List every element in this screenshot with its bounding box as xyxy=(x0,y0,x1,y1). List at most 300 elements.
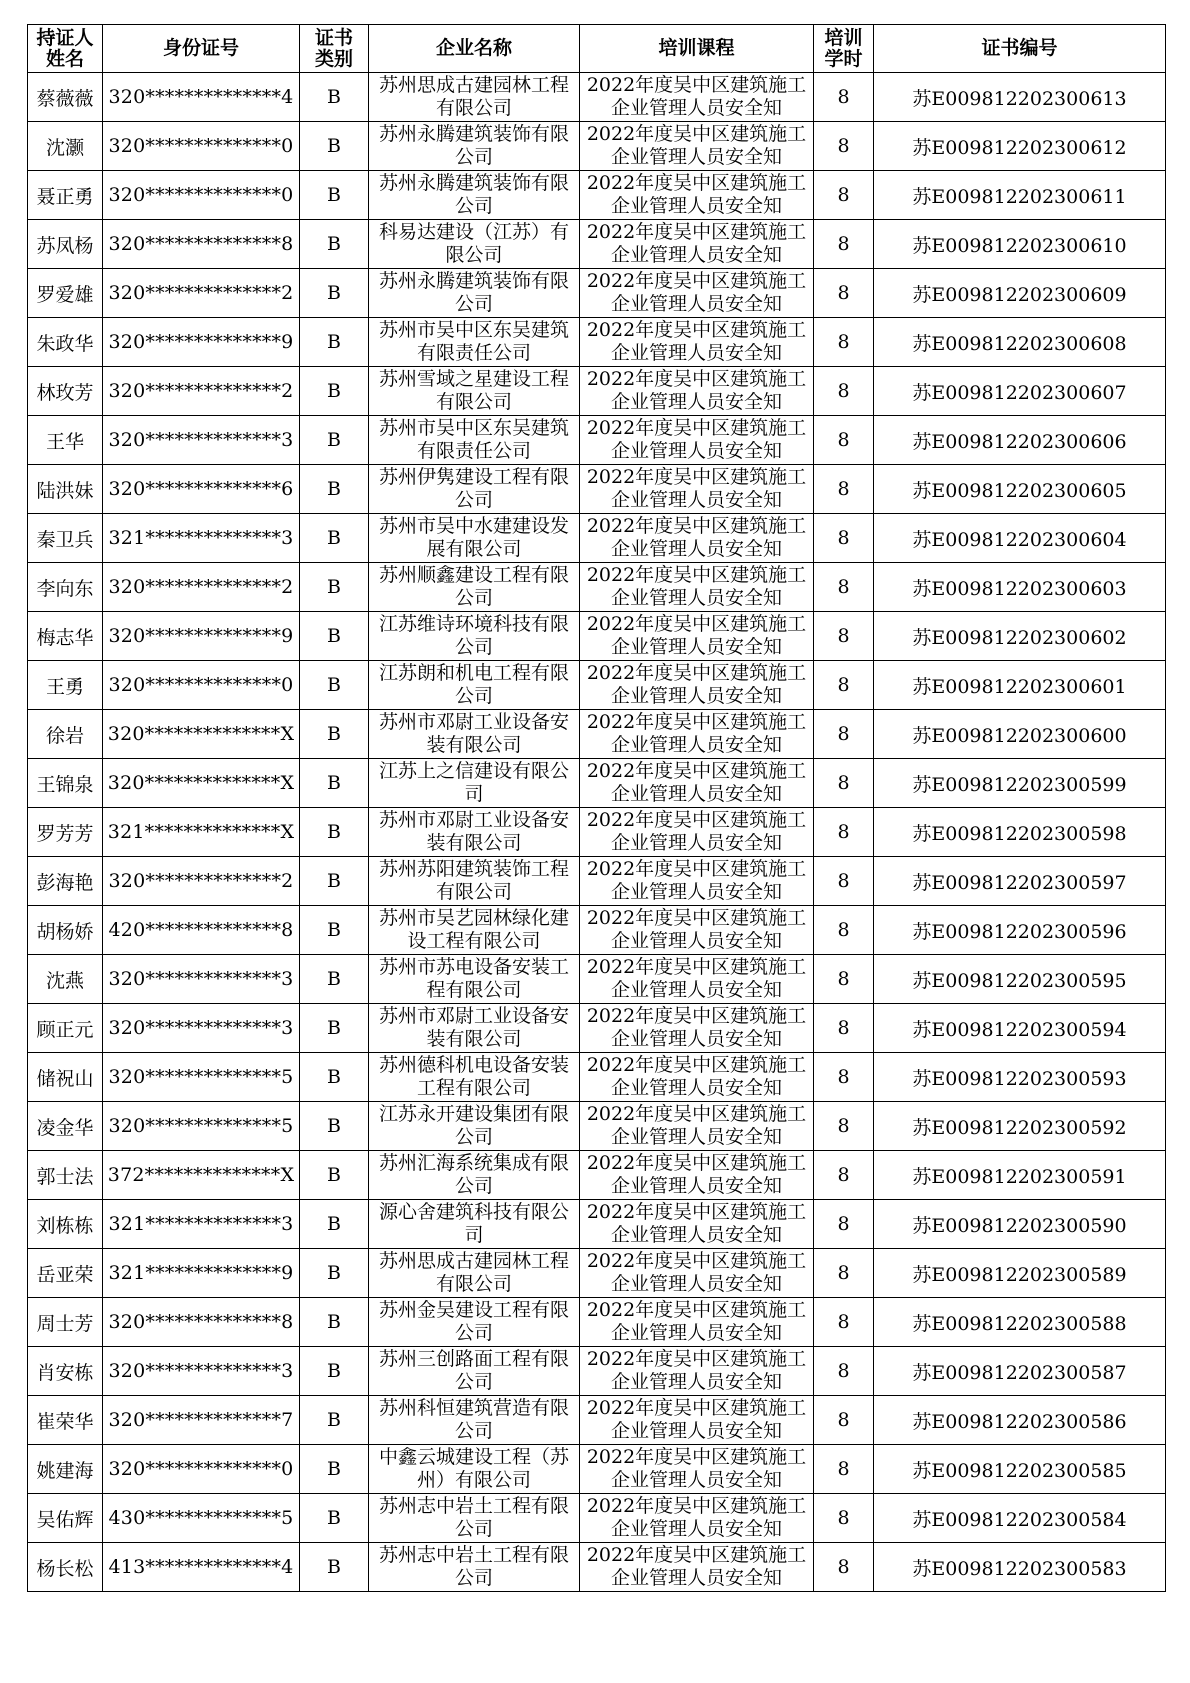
cell-training-hours: 8 xyxy=(814,955,874,1004)
cell-id-number: 321**************3 xyxy=(103,1200,300,1249)
header-holder-name: 持证人 姓名 xyxy=(28,25,103,73)
cell-training-course xyxy=(580,367,814,416)
cell-holder-name: 王锦泉 xyxy=(28,759,103,808)
cell-cert-number: 苏E009812202300601 xyxy=(874,661,1166,710)
cell-id-number: 320**************8 xyxy=(103,220,300,269)
cell-company-name-text: 苏州伊隽建设工程有限公司 xyxy=(378,466,569,511)
cell-holder-name: 梅志华 xyxy=(28,612,103,661)
cell-company-name xyxy=(369,318,580,367)
cell-company-name xyxy=(369,1396,580,1445)
table-row xyxy=(28,955,1166,1004)
cell-training-hours: 8 xyxy=(814,1249,874,1298)
cell-training-hours: 8 xyxy=(814,318,874,367)
cell-training-course xyxy=(580,1396,814,1445)
cell-training-course xyxy=(580,612,814,661)
cell-cert-type: B xyxy=(300,955,369,1004)
cell-company-name xyxy=(369,465,580,514)
cell-company-name-text: 江苏永开建设集团有限公司 xyxy=(378,1103,569,1148)
cell-company-name xyxy=(369,1445,580,1494)
cell-company-name xyxy=(369,1249,580,1298)
cell-holder-name: 罗芳芳 xyxy=(28,808,103,857)
cell-training-hours: 8 xyxy=(814,1543,874,1592)
cell-cert-type: B xyxy=(300,1396,369,1445)
cell-cert-type: B xyxy=(300,416,369,465)
cell-training-course-text: 2022年度吴中区建筑施工企业管理人员安全知 xyxy=(586,858,807,903)
cell-company-name-text: 江苏朗和机电工程有限公司 xyxy=(378,662,569,707)
cell-company-name-text: 苏州思成古建园林工程有限公司 xyxy=(378,1250,569,1295)
cell-company-name-text: 苏州三创路面工程有限公司 xyxy=(378,1348,569,1393)
cell-holder-name: 肖安栋 xyxy=(28,1347,103,1396)
table-row xyxy=(28,1396,1166,1445)
cell-training-hours: 8 xyxy=(814,514,874,563)
cell-training-course xyxy=(580,1102,814,1151)
table-row xyxy=(28,122,1166,171)
cell-company-name xyxy=(369,220,580,269)
header-row xyxy=(28,25,1166,73)
cell-cert-number: 苏E009812202300588 xyxy=(874,1298,1166,1347)
table-row xyxy=(28,465,1166,514)
cell-training-course-text: 2022年度吴中区建筑施工企业管理人员安全知 xyxy=(586,1299,807,1344)
cell-holder-name: 周士芳 xyxy=(28,1298,103,1347)
cell-cert-number: 苏E009812202300604 xyxy=(874,514,1166,563)
cell-cert-number: 苏E009812202300587 xyxy=(874,1347,1166,1396)
cell-company-name-text: 苏州市苏电设备安装工程有限公司 xyxy=(378,956,569,1001)
cell-company-name-text: 苏州志中岩土工程有限公司 xyxy=(378,1495,569,1540)
cell-training-course xyxy=(580,1347,814,1396)
table-row xyxy=(28,318,1166,367)
cell-id-number: 320**************9 xyxy=(103,318,300,367)
cell-id-number: 320**************3 xyxy=(103,955,300,1004)
cell-training-course-text: 2022年度吴中区建筑施工企业管理人员安全知 xyxy=(586,760,807,805)
cell-cert-type: B xyxy=(300,220,369,269)
cell-training-hours: 8 xyxy=(814,1347,874,1396)
certificate-table xyxy=(27,24,1166,1592)
cell-company-name xyxy=(369,563,580,612)
cell-company-name-text: 苏州市吴中区东吴建筑有限责任公司 xyxy=(378,417,569,462)
cell-company-name xyxy=(369,710,580,759)
cell-training-hours: 8 xyxy=(814,1102,874,1151)
cell-training-course-text: 2022年度吴中区建筑施工企业管理人员安全知 xyxy=(586,1544,807,1589)
table-row xyxy=(28,1543,1166,1592)
cell-training-hours: 8 xyxy=(814,1151,874,1200)
cell-holder-name: 岳亚荣 xyxy=(28,1249,103,1298)
cell-training-hours: 8 xyxy=(814,1396,874,1445)
cell-cert-type: B xyxy=(300,1151,369,1200)
cell-holder-name: 胡杨娇 xyxy=(28,906,103,955)
cell-training-course xyxy=(580,318,814,367)
cell-training-course xyxy=(580,857,814,906)
table-row xyxy=(28,269,1166,318)
cell-company-name-text: 苏州思成古建园林工程有限公司 xyxy=(378,74,569,119)
table-row xyxy=(28,906,1166,955)
cell-company-name-text: 苏州市吴艺园林绿化建设工程有限公司 xyxy=(378,907,569,952)
cell-training-course-text: 2022年度吴中区建筑施工企业管理人员安全知 xyxy=(586,1250,807,1295)
cell-training-course-text: 2022年度吴中区建筑施工企业管理人员安全知 xyxy=(586,1152,807,1197)
cell-training-course-text: 2022年度吴中区建筑施工企业管理人员安全知 xyxy=(586,956,807,1001)
cell-training-course xyxy=(580,759,814,808)
cell-id-number: 321**************9 xyxy=(103,1249,300,1298)
cell-cert-type: B xyxy=(300,661,369,710)
cell-holder-name: 陆洪妹 xyxy=(28,465,103,514)
cell-cert-number: 苏E009812202300596 xyxy=(874,906,1166,955)
cell-company-name xyxy=(369,73,580,122)
cell-id-number: 321**************3 xyxy=(103,514,300,563)
cell-cert-type: B xyxy=(300,367,369,416)
cell-holder-name: 王华 xyxy=(28,416,103,465)
cell-training-course-text: 2022年度吴中区建筑施工企业管理人员安全知 xyxy=(586,1054,807,1099)
cell-holder-name: 吴佑辉 xyxy=(28,1494,103,1543)
cell-id-number: 320**************8 xyxy=(103,1298,300,1347)
cell-training-course xyxy=(580,1298,814,1347)
table-row xyxy=(28,759,1166,808)
header-id-number: 身份证号 xyxy=(103,25,300,73)
table-row xyxy=(28,1004,1166,1053)
cell-training-course xyxy=(580,808,814,857)
cell-company-name xyxy=(369,661,580,710)
cell-cert-type: B xyxy=(300,465,369,514)
cell-company-name-text: 苏州永腾建筑装饰有限公司 xyxy=(378,123,569,168)
cell-training-course xyxy=(580,1249,814,1298)
cell-training-course-text: 2022年度吴中区建筑施工企业管理人员安全知 xyxy=(586,270,807,315)
cell-holder-name: 彭海艳 xyxy=(28,857,103,906)
cell-training-hours: 8 xyxy=(814,171,874,220)
cell-holder-name: 蔡薇薇 xyxy=(28,73,103,122)
cell-training-course-text: 2022年度吴中区建筑施工企业管理人员安全知 xyxy=(586,466,807,511)
cell-cert-type: B xyxy=(300,710,369,759)
cell-id-number: 320**************7 xyxy=(103,1396,300,1445)
table-body xyxy=(28,73,1166,1592)
cell-company-name xyxy=(369,269,580,318)
table-row xyxy=(28,514,1166,563)
cell-training-course-text: 2022年度吴中区建筑施工企业管理人员安全知 xyxy=(586,907,807,952)
cell-cert-type: B xyxy=(300,1200,369,1249)
cell-training-hours: 8 xyxy=(814,465,874,514)
cell-company-name xyxy=(369,808,580,857)
cell-training-course-text: 2022年度吴中区建筑施工企业管理人员安全知 xyxy=(586,1005,807,1050)
header-cert-number: 证书编号 xyxy=(874,25,1166,73)
cell-holder-name: 凌金华 xyxy=(28,1102,103,1151)
cell-cert-number: 苏E009812202300609 xyxy=(874,269,1166,318)
cell-holder-name: 储祝山 xyxy=(28,1053,103,1102)
cell-cert-type: B xyxy=(300,1298,369,1347)
cell-id-number: 320**************X xyxy=(103,710,300,759)
cell-cert-type: B xyxy=(300,808,369,857)
cell-training-course xyxy=(580,1053,814,1102)
cell-training-hours: 8 xyxy=(814,1053,874,1102)
cell-training-course-text: 2022年度吴中区建筑施工企业管理人员安全知 xyxy=(586,1397,807,1442)
cell-company-name-text: 苏州永腾建筑装饰有限公司 xyxy=(378,270,569,315)
cell-cert-type: B xyxy=(300,1004,369,1053)
cell-training-course xyxy=(580,955,814,1004)
cell-training-hours: 8 xyxy=(814,857,874,906)
cell-cert-number: 苏E009812202300589 xyxy=(874,1249,1166,1298)
cell-training-hours: 8 xyxy=(814,122,874,171)
cell-training-hours: 8 xyxy=(814,808,874,857)
cell-training-course-text: 2022年度吴中区建筑施工企业管理人员安全知 xyxy=(586,1495,807,1540)
cell-cert-type: B xyxy=(300,318,369,367)
cell-cert-type: B xyxy=(300,906,369,955)
cell-id-number: 321**************X xyxy=(103,808,300,857)
cell-id-number: 320**************2 xyxy=(103,269,300,318)
table-row xyxy=(28,563,1166,612)
cell-holder-name: 姚建海 xyxy=(28,1445,103,1494)
table-row xyxy=(28,808,1166,857)
cell-cert-number: 苏E009812202300597 xyxy=(874,857,1166,906)
table-row xyxy=(28,416,1166,465)
cell-holder-name: 沈灏 xyxy=(28,122,103,171)
cell-training-course-text: 2022年度吴中区建筑施工企业管理人员安全知 xyxy=(586,662,807,707)
cell-training-hours: 8 xyxy=(814,269,874,318)
cell-training-course xyxy=(580,122,814,171)
cell-training-hours: 8 xyxy=(814,1200,874,1249)
cell-company-name xyxy=(369,1543,580,1592)
cell-cert-type: B xyxy=(300,1543,369,1592)
cell-company-name xyxy=(369,367,580,416)
cell-cert-number: 苏E009812202300593 xyxy=(874,1053,1166,1102)
table-row xyxy=(28,612,1166,661)
cell-company-name xyxy=(369,1298,580,1347)
cell-cert-type: B xyxy=(300,759,369,808)
cell-cert-type: B xyxy=(300,1445,369,1494)
cell-cert-number: 苏E009812202300612 xyxy=(874,122,1166,171)
cell-training-hours: 8 xyxy=(814,710,874,759)
cell-id-number: 320**************0 xyxy=(103,171,300,220)
cell-training-course-text: 2022年度吴中区建筑施工企业管理人员安全知 xyxy=(586,613,807,658)
cell-training-hours: 8 xyxy=(814,220,874,269)
cell-training-course-text: 2022年度吴中区建筑施工企业管理人员安全知 xyxy=(586,319,807,364)
cell-company-name xyxy=(369,122,580,171)
cell-training-course xyxy=(580,73,814,122)
cell-cert-type: B xyxy=(300,857,369,906)
header-training-hours: 培训 学时 xyxy=(814,25,874,73)
table-row xyxy=(28,1249,1166,1298)
cell-cert-number: 苏E009812202300613 xyxy=(874,73,1166,122)
cell-holder-name: 聂正勇 xyxy=(28,171,103,220)
cell-id-number: 320**************0 xyxy=(103,1445,300,1494)
cell-id-number: 320**************3 xyxy=(103,1004,300,1053)
cell-holder-name: 顾正元 xyxy=(28,1004,103,1053)
cell-cert-number: 苏E009812202300586 xyxy=(874,1396,1166,1445)
table-row xyxy=(28,367,1166,416)
cell-training-hours: 8 xyxy=(814,1494,874,1543)
cell-training-course-text: 2022年度吴中区建筑施工企业管理人员安全知 xyxy=(586,1103,807,1148)
cell-holder-name: 秦卫兵 xyxy=(28,514,103,563)
cell-id-number: 320**************3 xyxy=(103,1347,300,1396)
cell-training-hours: 8 xyxy=(814,1445,874,1494)
cell-holder-name: 王勇 xyxy=(28,661,103,710)
cell-company-name xyxy=(369,1053,580,1102)
header-company-name: 企业名称 xyxy=(369,25,580,73)
cell-company-name-text: 苏州市邓尉工业设备安装有限公司 xyxy=(378,711,569,756)
cell-holder-name: 朱政华 xyxy=(28,318,103,367)
table-row xyxy=(28,171,1166,220)
cell-cert-type: B xyxy=(300,1053,369,1102)
cell-cert-type: B xyxy=(300,1102,369,1151)
cell-training-course-text: 2022年度吴中区建筑施工企业管理人员安全知 xyxy=(586,74,807,119)
cell-cert-type: B xyxy=(300,1494,369,1543)
cell-training-course-text: 2022年度吴中区建筑施工企业管理人员安全知 xyxy=(586,1446,807,1491)
cell-cert-type: B xyxy=(300,1347,369,1396)
cell-training-course xyxy=(580,1445,814,1494)
cell-training-hours: 8 xyxy=(814,416,874,465)
cell-training-course xyxy=(580,563,814,612)
cell-cert-number: 苏E009812202300585 xyxy=(874,1445,1166,1494)
cell-company-name-text: 苏州永腾建筑装饰有限公司 xyxy=(378,172,569,217)
cell-company-name xyxy=(369,514,580,563)
cell-id-number: 320**************2 xyxy=(103,367,300,416)
cell-company-name xyxy=(369,1494,580,1543)
table-row xyxy=(28,1053,1166,1102)
cell-id-number: 320**************0 xyxy=(103,661,300,710)
cell-training-course xyxy=(580,1004,814,1053)
table-row xyxy=(28,1151,1166,1200)
cell-cert-type: B xyxy=(300,122,369,171)
table-row xyxy=(28,73,1166,122)
cell-training-course xyxy=(580,1200,814,1249)
cell-company-name xyxy=(369,171,580,220)
header-cert-type: 证书 类别 xyxy=(300,25,369,73)
cell-cert-number: 苏E009812202300603 xyxy=(874,563,1166,612)
cell-training-course xyxy=(580,1494,814,1543)
cell-cert-number: 苏E009812202300608 xyxy=(874,318,1166,367)
cell-cert-number: 苏E009812202300600 xyxy=(874,710,1166,759)
cell-holder-name: 沈燕 xyxy=(28,955,103,1004)
cell-id-number: 320**************X xyxy=(103,759,300,808)
table-row xyxy=(28,1347,1166,1396)
table-row xyxy=(28,1102,1166,1151)
cell-training-course-text: 2022年度吴中区建筑施工企业管理人员安全知 xyxy=(586,417,807,462)
cell-company-name xyxy=(369,1102,580,1151)
cell-training-course-text: 2022年度吴中区建筑施工企业管理人员安全知 xyxy=(586,809,807,854)
cell-id-number: 320**************5 xyxy=(103,1102,300,1151)
cell-id-number: 320**************2 xyxy=(103,563,300,612)
cell-holder-name: 刘栋栋 xyxy=(28,1200,103,1249)
cell-cert-number: 苏E009812202300605 xyxy=(874,465,1166,514)
cell-company-name-text: 苏州市吴中区东吴建筑有限责任公司 xyxy=(378,319,569,364)
cell-company-name-text: 苏州金吴建设工程有限公司 xyxy=(378,1299,569,1344)
cell-id-number: 320**************2 xyxy=(103,857,300,906)
cell-company-name xyxy=(369,759,580,808)
cell-company-name xyxy=(369,416,580,465)
table-header xyxy=(28,25,1166,73)
cell-holder-name: 罗爱雄 xyxy=(28,269,103,318)
cell-id-number: 413**************4 xyxy=(103,1543,300,1592)
cell-company-name-text: 苏州苏阳建筑装饰工程有限公司 xyxy=(378,858,569,903)
cell-company-name-text: 苏州科恒建筑营造有限公司 xyxy=(378,1397,569,1442)
table-row xyxy=(28,1200,1166,1249)
cell-company-name xyxy=(369,1004,580,1053)
cell-company-name-text: 科易达建设（江苏）有限公司 xyxy=(378,221,569,266)
cell-training-course-text: 2022年度吴中区建筑施工企业管理人员安全知 xyxy=(586,368,807,413)
cell-company-name xyxy=(369,1347,580,1396)
cell-company-name-text: 中鑫云城建设工程（苏州）有限公司 xyxy=(378,1446,569,1491)
cell-training-hours: 8 xyxy=(814,612,874,661)
cell-training-hours: 8 xyxy=(814,73,874,122)
cell-training-course-text: 2022年度吴中区建筑施工企业管理人员安全知 xyxy=(586,1348,807,1393)
cell-training-hours: 8 xyxy=(814,759,874,808)
cell-cert-number: 苏E009812202300594 xyxy=(874,1004,1166,1053)
cell-company-name xyxy=(369,857,580,906)
cell-training-course xyxy=(580,171,814,220)
cell-company-name xyxy=(369,906,580,955)
cell-id-number: 320**************0 xyxy=(103,122,300,171)
cell-cert-type: B xyxy=(300,269,369,318)
cell-training-course-text: 2022年度吴中区建筑施工企业管理人员安全知 xyxy=(586,172,807,217)
cell-training-hours: 8 xyxy=(814,661,874,710)
cell-id-number: 372**************X xyxy=(103,1151,300,1200)
cell-training-hours: 8 xyxy=(814,367,874,416)
cell-training-course xyxy=(580,710,814,759)
cell-cert-number: 苏E009812202300610 xyxy=(874,220,1166,269)
cell-id-number: 320**************9 xyxy=(103,612,300,661)
cell-training-course xyxy=(580,416,814,465)
cell-training-hours: 8 xyxy=(814,906,874,955)
cell-holder-name: 郭士法 xyxy=(28,1151,103,1200)
cell-training-course xyxy=(580,661,814,710)
cell-training-course xyxy=(580,269,814,318)
cell-company-name-text: 苏州市吴中水建建设发展有限公司 xyxy=(378,515,569,560)
cell-cert-number: 苏E009812202300590 xyxy=(874,1200,1166,1249)
cell-company-name-text: 苏州志中岩土工程有限公司 xyxy=(378,1544,569,1589)
cell-id-number: 320**************5 xyxy=(103,1053,300,1102)
cell-id-number: 320**************4 xyxy=(103,73,300,122)
cell-cert-type: B xyxy=(300,73,369,122)
table-row xyxy=(28,1445,1166,1494)
cell-cert-number: 苏E009812202300591 xyxy=(874,1151,1166,1200)
cell-holder-name: 林玫芳 xyxy=(28,367,103,416)
table-row xyxy=(28,661,1166,710)
table-row xyxy=(28,1298,1166,1347)
cell-id-number: 320**************3 xyxy=(103,416,300,465)
cell-id-number: 320**************6 xyxy=(103,465,300,514)
cell-training-hours: 8 xyxy=(814,563,874,612)
cell-training-course-text: 2022年度吴中区建筑施工企业管理人员安全知 xyxy=(586,711,807,756)
cell-training-course xyxy=(580,1543,814,1592)
cell-cert-number: 苏E009812202300598 xyxy=(874,808,1166,857)
cell-cert-number: 苏E009812202300584 xyxy=(874,1494,1166,1543)
table-row xyxy=(28,220,1166,269)
cell-id-number: 420**************8 xyxy=(103,906,300,955)
cell-holder-name: 李向东 xyxy=(28,563,103,612)
cell-holder-name: 徐岩 xyxy=(28,710,103,759)
cell-holder-name: 苏凤杨 xyxy=(28,220,103,269)
cell-cert-number: 苏E009812202300611 xyxy=(874,171,1166,220)
cell-training-course-text: 2022年度吴中区建筑施工企业管理人员安全知 xyxy=(586,123,807,168)
cell-cert-type: B xyxy=(300,612,369,661)
table-row xyxy=(28,1494,1166,1543)
cell-company-name xyxy=(369,955,580,1004)
cell-cert-type: B xyxy=(300,514,369,563)
cell-cert-number: 苏E009812202300607 xyxy=(874,367,1166,416)
cell-cert-number: 苏E009812202300595 xyxy=(874,955,1166,1004)
cell-id-number: 430**************5 xyxy=(103,1494,300,1543)
header-training-course: 培训课程 xyxy=(580,25,814,73)
cell-cert-number: 苏E009812202300606 xyxy=(874,416,1166,465)
cell-holder-name: 崔荣华 xyxy=(28,1396,103,1445)
cell-company-name-text: 苏州德科机电设备安装工程有限公司 xyxy=(378,1054,569,1099)
cell-training-course xyxy=(580,465,814,514)
cell-cert-type: B xyxy=(300,1249,369,1298)
cell-training-course xyxy=(580,514,814,563)
cell-cert-number: 苏E009812202300602 xyxy=(874,612,1166,661)
cell-cert-type: B xyxy=(300,171,369,220)
table-row xyxy=(28,857,1166,906)
cell-training-hours: 8 xyxy=(814,1298,874,1347)
cell-cert-type: B xyxy=(300,563,369,612)
cell-training-course-text: 2022年度吴中区建筑施工企业管理人员安全知 xyxy=(586,221,807,266)
cell-training-course-text: 2022年度吴中区建筑施工企业管理人员安全知 xyxy=(586,564,807,609)
cell-company-name-text: 源心舍建筑科技有限公司 xyxy=(378,1201,569,1246)
